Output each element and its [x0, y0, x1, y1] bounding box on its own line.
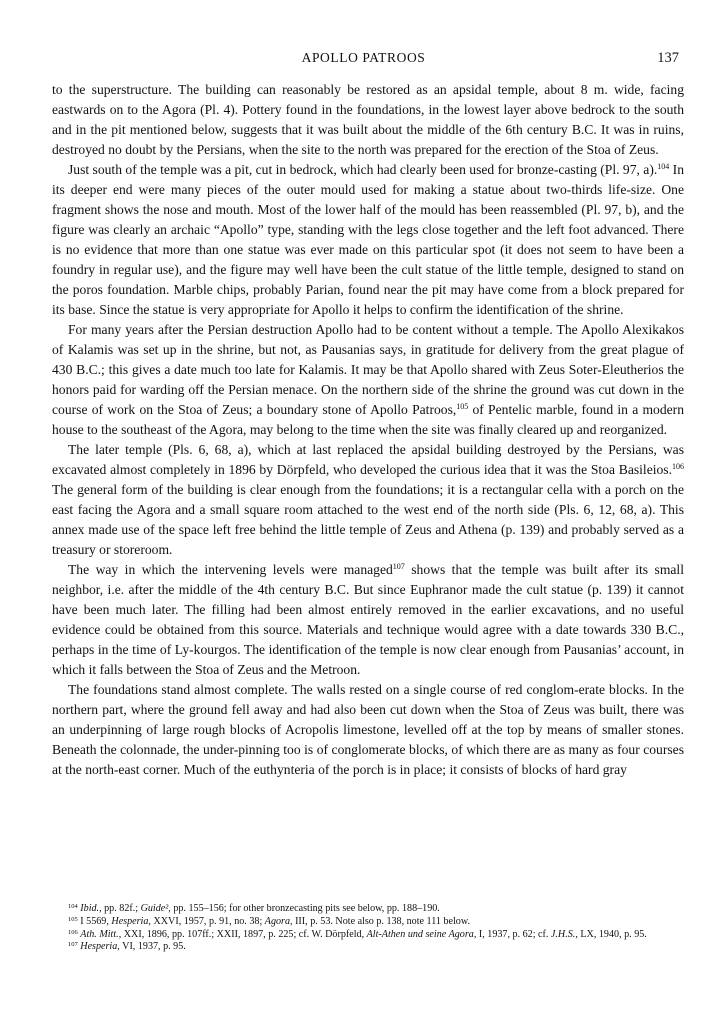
- footnote-text: Hesperia: [111, 915, 149, 927]
- body-paragraph: [52, 320, 684, 440]
- text-segment: For many years after the Persian destruction Apollo had to be content without a temple. The Apollo Alexikakos of Kalamis was set up in the shrine, but not, as Pausanias says, in gratitude for delivery from the great plague of 430 B.C.; this gives a date much too late for Kalamis. It may be that Apollo shared with Zeus Soter-Eleutherios the honors paid for warding off the Persian menace. On the northern side of the shrine the ground was cut down in the course of work on the Stoa of Zeus; a boundary stone of Apollo Patroos,: [52, 322, 684, 417]
- footnote-text: Alt-Athen und seine Agora: [366, 928, 474, 940]
- body-paragraph: [52, 560, 684, 680]
- running-head: [0, 50, 727, 70]
- footnote: [52, 916, 684, 929]
- footnote-text: Ibid.: [80, 903, 100, 914]
- footnote-text: , VI, 1937, p. 95.: [117, 941, 186, 953]
- text-segment: In its deeper end were many pieces of the outer mould used for making a statue about two-thirds life-size. One fragment shows the nose and mouth. Most of the lower half of the mould has been reassembled (Pl. 97, b), and the figure was clearly an archaic “Apollo” type, standing with the legs close together and the left foot advanced. There is no evidence that more than one statue was ever made on this particular spot (it does not seem to have been a foundry in regular use), and the figure may well have been the cult statue of the little temple, designed to stand on the poros foundation. Marble chips, probably Parian, found near the pit may have come from a block prepared for its base. Since the statue is very appropriate for Apollo it helps to confirm the identification of the shrine.: [52, 162, 685, 317]
- footnote: [52, 929, 684, 942]
- footnote-text: , pp. 82f.;: [99, 903, 141, 914]
- text-segment: to the superstructure. The building can reasonably be restored as an apsidal temple, about 8 m. wide, facing eastwards on to the Agora (Pl. 4). Pottery found in the foundations, in the lowest layer above bedrock to the south and in the pit mentioned below, suggests that it was built about the middle of the 6th century B.C. It was in ruins, destroyed no doubt by the Persians, when the site to the north was prepared for the erection of the Stoa of Zeus.: [52, 82, 684, 157]
- body-paragraph: [52, 680, 684, 780]
- footnote-number: 106: [68, 928, 78, 936]
- page-number: 137: [657, 50, 679, 66]
- text-segment: of Pentelic marble, found in a modern house to the southeast of the Agora, may belong to the time when the site was finally cleared up and reorganized.: [52, 402, 684, 437]
- footnote-text: Guide: [140, 903, 166, 914]
- footnote-text: Agora: [264, 915, 291, 927]
- footnote-text: , LX, 1940, p. 95.: [575, 928, 647, 940]
- footnote-text: J.H.S.: [550, 928, 576, 940]
- text-segment: The later temple (Pls. 6, 68, a), which at last replaced the apsidal building destroyed by the Persians, was excavated almost completely in 1896 by Dörpfeld, who developed the curious idea that it was the Stoa Basileios.: [52, 442, 684, 477]
- footnote-reference[interactable]: 105: [456, 402, 469, 411]
- text-segment: Just south of the temple was a pit, cut in bedrock, which had clearly been used for bronze-casting (Pl. 97, a).: [68, 162, 658, 177]
- footnotes: [52, 903, 684, 954]
- footnote-text: I 5569,: [80, 915, 112, 927]
- body-paragraph: [52, 440, 684, 560]
- footnote-reference[interactable]: 107: [392, 562, 405, 571]
- body-paragraph: [52, 80, 684, 160]
- footnote: [52, 903, 684, 916]
- running-title: APOLLO PATROOS: [301, 50, 426, 65]
- footnote-text: Ath. Mitt.: [80, 928, 119, 940]
- footnote-text: , XXI, 1896, pp. 107ff.; XXII, 1897, p. 225; cf. W. Dörpfeld,: [118, 928, 367, 940]
- footnote-text: , XXVI, 1957, p. 91, no. 38;: [148, 915, 265, 927]
- footnote-text: ²: [165, 903, 169, 914]
- footnote-number: 104: [68, 903, 78, 910]
- body-text: [52, 80, 684, 780]
- footnote: [52, 941, 684, 954]
- text-segment: The foundations stand almost complete. The walls rested on a single course of red conglom-erate blocks. In the northern part, where the ground fell away and had also been cut down when the Stoa of Zeus was built, there was an underpinning of large rough blocks of Acropolis limestone, levelled off at the top by means of smaller stones. Beneath the colonnade, the under-pinning too is of conglomerate blocks, of which there are as many as four courses at the north-east corner. Much of the euthynteria of the porch is in place; it consists of blocks of hard gray: [52, 682, 684, 777]
- footnote-text: , pp. 155–156; for other bronzecasting pits see below, pp. 188–190.: [168, 903, 440, 914]
- body-paragraph: [52, 160, 684, 320]
- footnote-text: Hesperia: [80, 941, 118, 953]
- text-segment: The general form of the building is clear enough from the foundations; it is a rectangular cella with a porch on the east facing the Agora and a small square room attached to the west end of the north side (Pls. 6, 12, 68, a). This annex made use of the space left free behind the little temple of Zeus and Athena (p. 139) and probably served as a treasury or storeroom.: [52, 482, 684, 557]
- footnote-reference[interactable]: 106: [672, 462, 684, 471]
- footnote-text: , III, p. 53. Note also p. 138, note 111 below.: [290, 915, 470, 927]
- footnote-reference[interactable]: 104: [657, 162, 670, 171]
- footnote-text: , I, 1937, p. 62; cf.: [473, 928, 551, 940]
- text-segment: shows that the temple was built after its small neighbor, i.e. after the middle of the 4th century B.C. But since Euphranor made the cult statue (p. 139) it cannot have been much later. The filling had been almost entirely removed in the earlier excavations, and no useful evidence could be obtained from this source. Materials and technique would agree with a date towards 330 B.C., perhaps in the time of Ly-kourgos. The identification of the temple is now clear enough from Pausanias’ account, in which it falls between the Stoa of Zeus and the Metroon.: [52, 562, 684, 677]
- footnote-number: 107: [68, 941, 78, 949]
- text-segment: The way in which the intervening levels were managed: [68, 562, 393, 577]
- footnote-number: 105: [68, 915, 78, 923]
